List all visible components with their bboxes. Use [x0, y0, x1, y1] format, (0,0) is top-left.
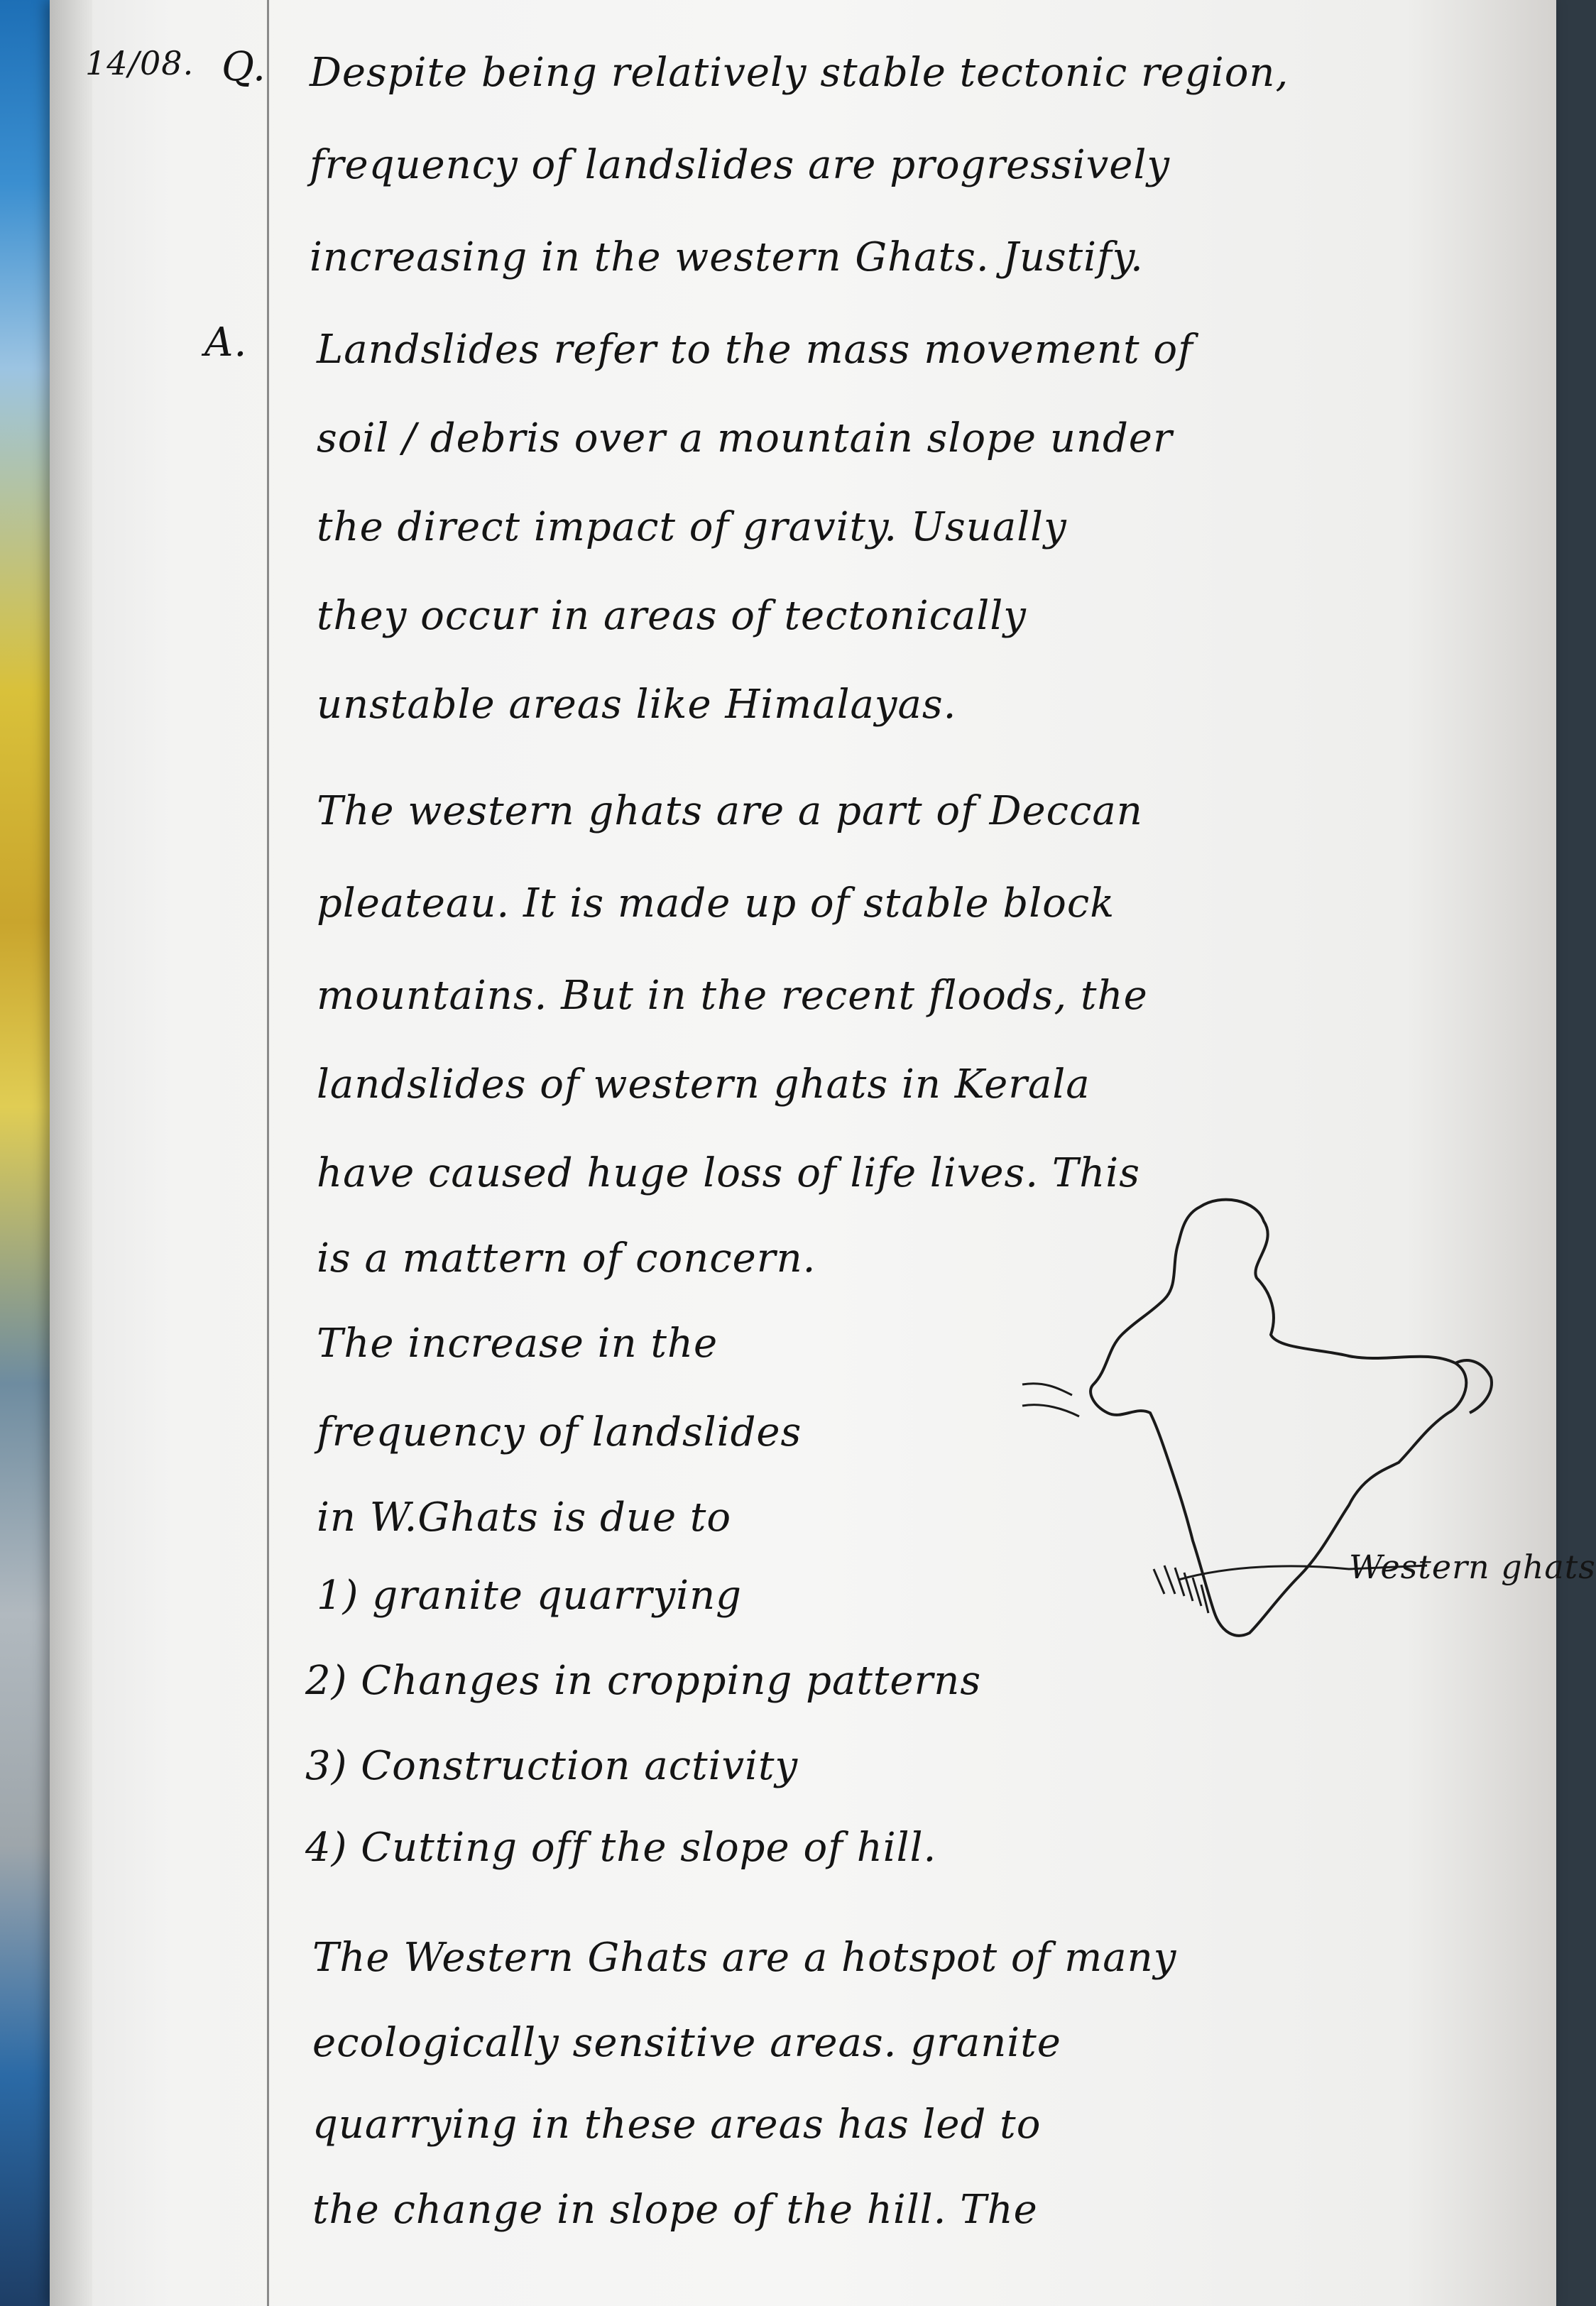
- answer-line: is a mattern of concern.: [317, 1235, 816, 1282]
- date-label: 14/08.: [85, 44, 195, 82]
- answer-line: The Western Ghats are a hotspot of many: [312, 1935, 1177, 1981]
- answer-line: they occur in areas of tectonically: [317, 593, 1027, 639]
- question-line: increasing in the western Ghats. Justify.: [310, 234, 1144, 280]
- cause-item: 4) Cutting off the slope of hill.: [305, 1825, 937, 1871]
- question-line: Despite being relatively stable tectonic region,: [310, 50, 1289, 96]
- answer-line: pleateau. It is made up of stable block: [317, 880, 1115, 927]
- answer-line: Landslides refer to the mass movement of: [317, 327, 1193, 373]
- question-marker: Q.: [222, 44, 266, 90]
- cause-item: 1) granite quarrying: [317, 1573, 743, 1619]
- answer-line: in W.Ghats is due to: [317, 1494, 732, 1541]
- answer-line: the direct impact of gravity. Usually: [317, 504, 1067, 550]
- answer-line: ecologically sensitive areas. granite: [312, 2020, 1061, 2066]
- answer-line: the change in slope of the hill. The: [312, 2187, 1038, 2233]
- map-label-arrow: [1022, 1384, 1079, 1416]
- question-line: frequency of landslides are progressively: [310, 142, 1170, 188]
- answer-line: The western ghats are a part of Deccan: [317, 788, 1143, 834]
- answer-line: The increase in the: [317, 1321, 718, 1367]
- answer-line: quarrying in these areas has led to: [312, 2102, 1042, 2148]
- answer-line: frequency of landslides: [317, 1409, 802, 1455]
- answer-line: unstable areas like Himalayas.: [317, 682, 957, 728]
- answer-marker: A.: [204, 319, 248, 366]
- answer-line: have caused huge loss of life lives. This: [317, 1150, 1140, 1196]
- answer-line: mountains. But in the recent floods, the: [317, 973, 1148, 1019]
- western-ghats-hatching: [1154, 1565, 1208, 1613]
- answer-line: soil / debris over a mountain slope under: [317, 415, 1173, 461]
- cause-item: 2) Changes in cropping patterns: [305, 1658, 982, 1704]
- cause-item: 3) Construction activity: [305, 1743, 799, 1789]
- map-label: Western ghats: [1349, 1548, 1596, 1586]
- answer-line: landslides of western ghats in Kerala: [317, 1061, 1091, 1108]
